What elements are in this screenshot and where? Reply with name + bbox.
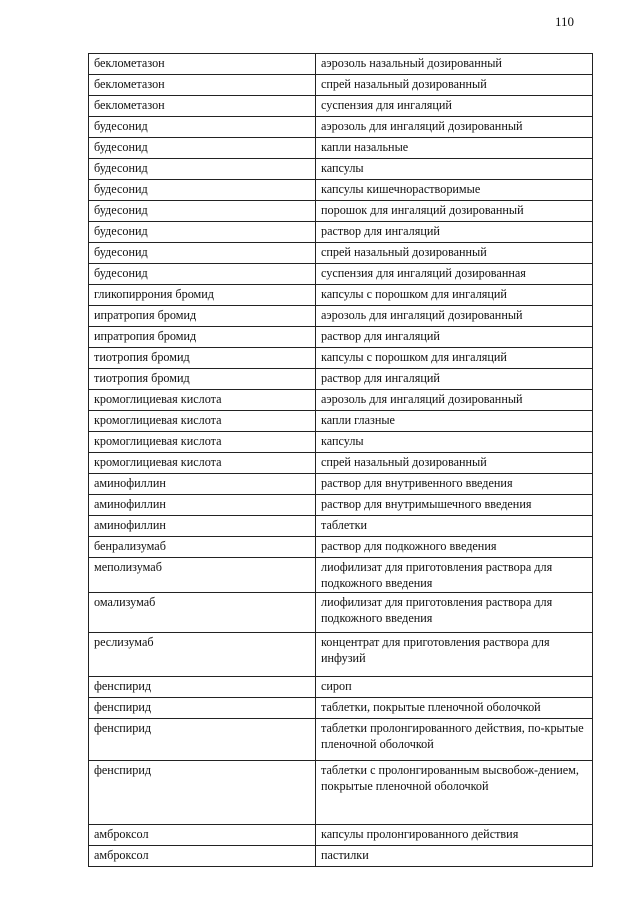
dosage-form-cell: аэрозоль для ингаляций дозированный	[316, 306, 593, 327]
drug-table	[88, 53, 593, 867]
table-row	[89, 537, 593, 558]
dosage-form-cell: раствор для ингаляций	[316, 327, 593, 348]
dosage-form-cell: раствор для ингаляций	[316, 222, 593, 243]
table-body	[89, 54, 593, 867]
substance-cell: беклометазон	[89, 54, 316, 75]
substance-cell: будесонид	[89, 138, 316, 159]
table-row	[89, 495, 593, 516]
substance-cell: будесонид	[89, 159, 316, 180]
table-row	[89, 846, 593, 867]
table-row	[89, 222, 593, 243]
substance-cell: кромоглициевая кислота	[89, 411, 316, 432]
table-row	[89, 516, 593, 537]
table-row	[89, 677, 593, 698]
substance-cell: ипратропия бромид	[89, 306, 316, 327]
table-row	[89, 327, 593, 348]
substance-cell: аминофиллин	[89, 516, 316, 537]
dosage-form-cell: аэрозоль назальный дозированный	[316, 54, 593, 75]
table-row	[89, 558, 593, 593]
substance-cell: кромоглициевая кислота	[89, 453, 316, 474]
substance-cell: фенспирид	[89, 761, 316, 825]
substance-cell: беклометазон	[89, 96, 316, 117]
table-row	[89, 761, 593, 825]
dosage-form-cell: таблетки с пролонгированным высвобож-дением, покрытые пленочной оболочкой	[316, 761, 593, 825]
dosage-form-cell: капсулы	[316, 159, 593, 180]
table-row	[89, 719, 593, 761]
substance-cell: кромоглициевая кислота	[89, 390, 316, 411]
substance-cell: аминофиллин	[89, 495, 316, 516]
substance-cell: тиотропия бромид	[89, 348, 316, 369]
table-row	[89, 593, 593, 633]
substance-cell: фенспирид	[89, 677, 316, 698]
dosage-form-cell: раствор для внутримышечного введения	[316, 495, 593, 516]
substance-cell: фенспирид	[89, 719, 316, 761]
table-row	[89, 474, 593, 495]
dosage-form-cell: аэрозоль для ингаляций дозированный	[316, 390, 593, 411]
table-row	[89, 243, 593, 264]
table-row	[89, 54, 593, 75]
dosage-form-cell: концентрат для приготовления раствора для инфузий	[316, 633, 593, 677]
substance-cell: тиотропия бромид	[89, 369, 316, 390]
dosage-form-cell: спрей назальный дозированный	[316, 243, 593, 264]
table-row	[89, 201, 593, 222]
substance-cell: будесонид	[89, 201, 316, 222]
dosage-form-cell: лиофилизат для приготовления раствора для подкожного введения	[316, 558, 593, 593]
substance-cell: аминофиллин	[89, 474, 316, 495]
dosage-form-cell: сироп	[316, 677, 593, 698]
table-row	[89, 369, 593, 390]
dosage-form-cell: порошок для ингаляций дозированный	[316, 201, 593, 222]
substance-cell: будесонид	[89, 117, 316, 138]
dosage-form-cell: суспензия для ингаляций	[316, 96, 593, 117]
table-row	[89, 633, 593, 677]
dosage-form-cell: капли назальные	[316, 138, 593, 159]
substance-cell: фенспирид	[89, 698, 316, 719]
table-row	[89, 432, 593, 453]
dosage-form-cell: капли глазные	[316, 411, 593, 432]
substance-cell: бенрализумаб	[89, 537, 316, 558]
dosage-form-cell: таблетки пролонгированного действия, по-крытые пленочной оболочкой	[316, 719, 593, 761]
substance-cell: омализумаб	[89, 593, 316, 633]
table-row	[89, 390, 593, 411]
substance-cell: амброксол	[89, 825, 316, 846]
table-row	[89, 138, 593, 159]
substance-cell: будесонид	[89, 264, 316, 285]
dosage-form-cell: суспензия для ингаляций дозированная	[316, 264, 593, 285]
substance-cell: будесонид	[89, 180, 316, 201]
table-row	[89, 411, 593, 432]
substance-cell: ипратропия бромид	[89, 327, 316, 348]
dosage-form-cell: аэрозоль для ингаляций дозированный	[316, 117, 593, 138]
table-row	[89, 285, 593, 306]
table-row	[89, 453, 593, 474]
dosage-form-cell: капсулы пролонгированного действия	[316, 825, 593, 846]
dosage-form-cell: капсулы с порошком для ингаляций	[316, 348, 593, 369]
dosage-form-cell: капсулы кишечнорастворимые	[316, 180, 593, 201]
table-row	[89, 264, 593, 285]
dosage-form-cell: раствор для ингаляций	[316, 369, 593, 390]
table-row	[89, 825, 593, 846]
table-row	[89, 96, 593, 117]
substance-cell: гликопиррония бромид	[89, 285, 316, 306]
dosage-form-cell: раствор для внутривенного введения	[316, 474, 593, 495]
table-row	[89, 348, 593, 369]
dosage-form-cell: лиофилизат для приготовления раствора для подкожного введения	[316, 593, 593, 633]
substance-cell: кромоглициевая кислота	[89, 432, 316, 453]
substance-cell: будесонид	[89, 243, 316, 264]
dosage-form-cell: пастилки	[316, 846, 593, 867]
substance-cell: меполизумаб	[89, 558, 316, 593]
dosage-form-cell: капсулы	[316, 432, 593, 453]
dosage-form-cell: капсулы с порошком для ингаляций	[316, 285, 593, 306]
substance-cell: будесонид	[89, 222, 316, 243]
table-row	[89, 75, 593, 96]
table-row	[89, 698, 593, 719]
substance-cell: реслизумаб	[89, 633, 316, 677]
table-row	[89, 180, 593, 201]
substance-cell: беклометазон	[89, 75, 316, 96]
dosage-form-cell: таблетки, покрытые пленочной оболочкой	[316, 698, 593, 719]
table-row	[89, 306, 593, 327]
dosage-form-cell: таблетки	[316, 516, 593, 537]
table-row	[89, 117, 593, 138]
dosage-form-cell: спрей назальный дозированный	[316, 453, 593, 474]
page-number: 110	[555, 14, 575, 29]
dosage-form-cell: раствор для подкожного введения	[316, 537, 593, 558]
substance-cell: амброксол	[89, 846, 316, 867]
table-row	[89, 159, 593, 180]
dosage-form-cell: спрей назальный дозированный	[316, 75, 593, 96]
